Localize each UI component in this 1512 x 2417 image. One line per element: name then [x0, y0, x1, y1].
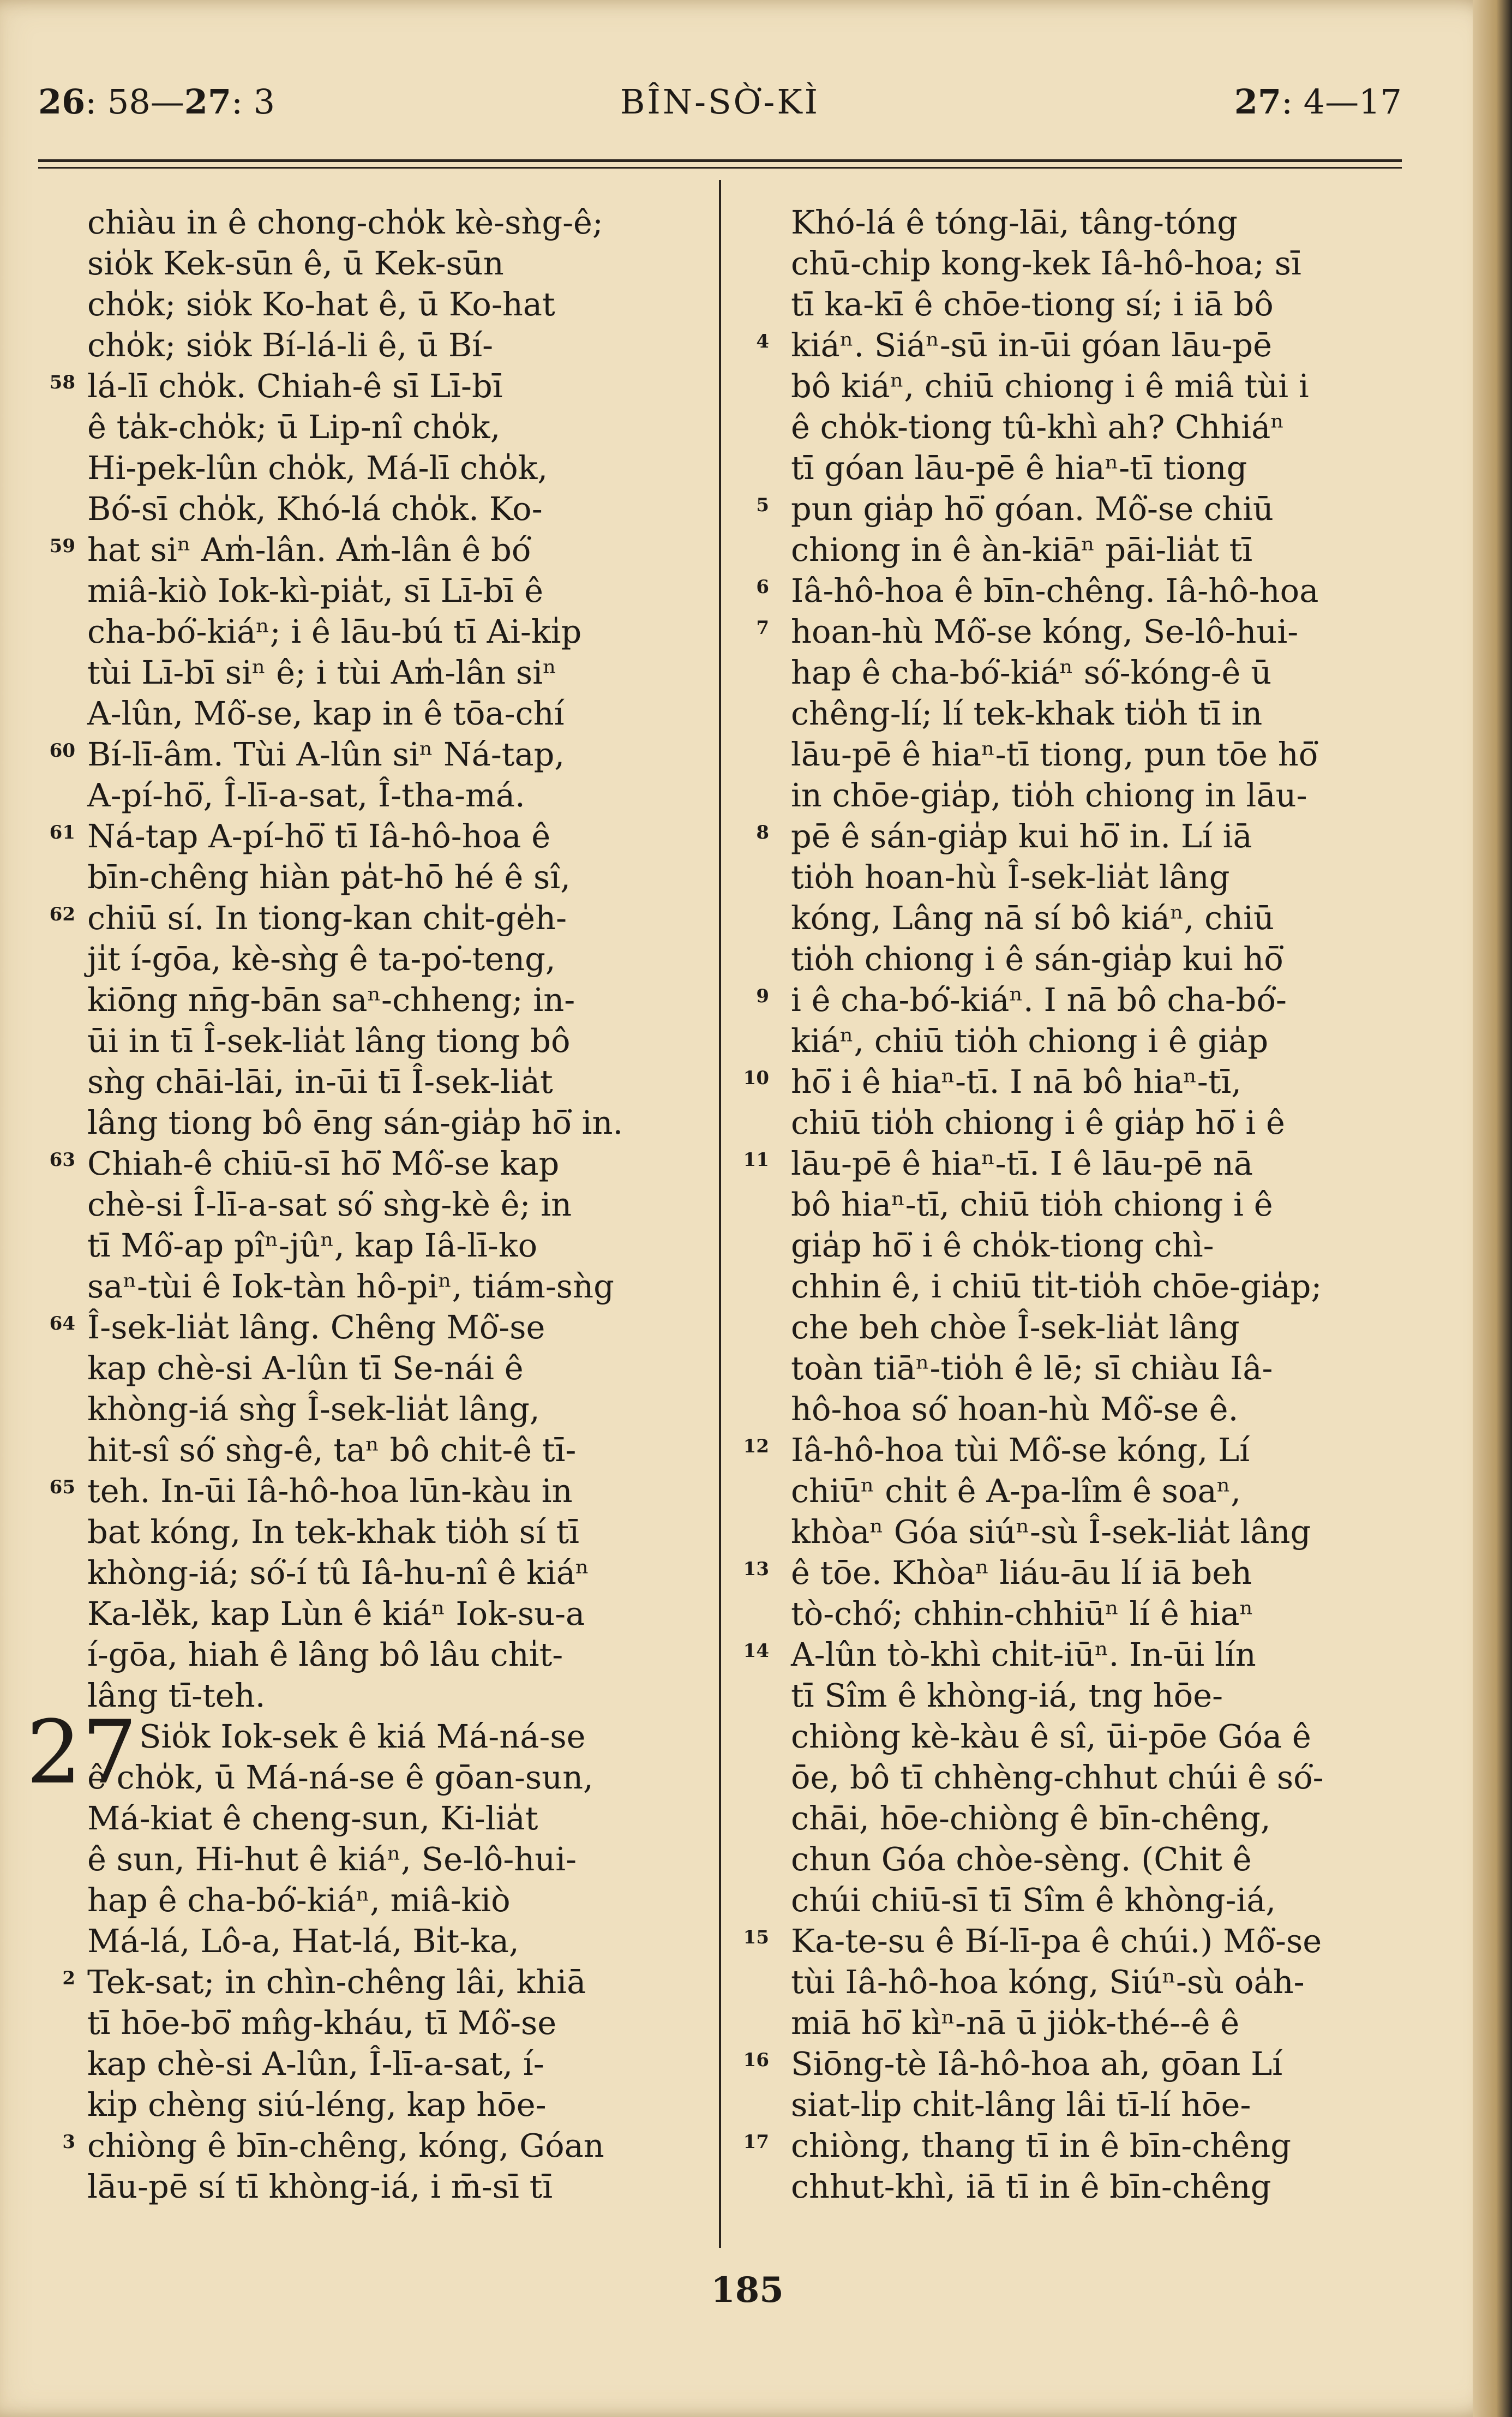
text-line	[49, 816, 698, 857]
text-line	[791, 1470, 1396, 1511]
text-line	[87, 1429, 698, 1470]
line-text: Bó͘-sī cho̍k, Khó-lá cho̍k. Ko-	[87, 490, 543, 528]
header-right-chapter: 27	[1234, 82, 1282, 122]
left-text-column	[26, 202, 698, 2207]
text-line	[791, 202, 1396, 243]
line-text: A-lûn tò-khì chi̍t-iūⁿ. In-ūi lín	[791, 1636, 1256, 1673]
line-text: tùi Lī-bī siⁿ ê; i tùi Am̍-lân siⁿ	[87, 654, 557, 691]
text-line	[87, 1798, 698, 1839]
line-text: chêng-lí; lí tek-khak tio̍h tī in	[791, 695, 1263, 732]
text-line	[87, 1675, 698, 1716]
text-line	[49, 734, 698, 775]
verse-number: 59	[49, 535, 75, 557]
line-text: siat-li̍p chi̍t-lâng lâi tī-lí hōe-	[791, 2086, 1251, 2123]
line-text: hap ê cha-bó͘-kiáⁿ, miâ-kiò	[87, 1881, 511, 1919]
line-text: ê tōe. Khòaⁿ liáu-āu lí iā beh	[791, 1554, 1252, 1592]
text-line	[87, 1921, 698, 1961]
text-line	[756, 325, 1396, 366]
verse-number: 62	[49, 904, 75, 925]
verse-number: 9	[756, 985, 769, 1007]
line-text: ūi in tī Î-sek-lia̍t lâng tiong bô	[87, 1022, 571, 1060]
line-text: Hi-pek-lûn cho̍k, Má-lī cho̍k,	[87, 449, 548, 487]
line-text: kiōng nn̄g-bān saⁿ-chheng; in-	[87, 981, 575, 1019]
text-line	[791, 775, 1396, 816]
verse-number: 61	[49, 822, 75, 843]
text-line	[756, 488, 1396, 529]
line-text: kap chè-si A-lûn tī Se-nái ê	[87, 1349, 524, 1387]
text-line	[756, 570, 1396, 611]
line-text: hat siⁿ Am̍-lân. Am̍-lân ê bó͘	[87, 531, 531, 569]
line-text: kóng, Lâng nā sí bô kiáⁿ, chiū	[791, 899, 1275, 937]
line-text: Chiah-ê chiū-sī hō͘ Mô͘-se kap	[87, 1145, 560, 1182]
verse-number: 65	[49, 1476, 75, 1498]
line-text: Ka-te-su ê Bí-lī-pa ê chúi.) Mô͘-se	[791, 1922, 1322, 1960]
line-text: Khó-lá ê tóng-lāi, tâng-tóng	[791, 204, 1238, 241]
text-line	[791, 366, 1396, 406]
verse-number: 63	[49, 1149, 75, 1171]
verse-number: 60	[49, 740, 75, 762]
running-header	[38, 82, 1402, 131]
line-text: ê cho̍k-tiong tû-khì ah? Chhiáⁿ	[791, 408, 1285, 446]
verse-number: 14	[743, 1640, 769, 1662]
text-line	[791, 529, 1396, 570]
line-text: tī Mô͘-ap pîⁿ-jûⁿ, kap Iâ-lī-ko	[87, 1227, 538, 1264]
text-line	[87, 611, 698, 652]
header-left-verse-b: : 3	[231, 82, 275, 122]
line-text: chhin ê, i chiū ti̍t-tio̍h chōe-gia̍p;	[791, 1267, 1322, 1305]
header-left-verse-a: : 58—	[85, 82, 184, 122]
line-text: tī góan lāu-pē ê hiaⁿ-tī tiong	[791, 449, 1247, 487]
text-line	[743, 1921, 1396, 1961]
line-text: cho̍k; sio̍k Bí-lá-li ê, ū Bí-	[87, 326, 494, 364]
line-text: ê cho̍k, ū Má-ná-se ê gōan-sun,	[87, 1758, 593, 1796]
line-text: chāi, hōe-chiòng ê bīn-chêng,	[791, 1799, 1271, 1837]
line-text: chiòng kè-kàu ê sî, ūi-pōe Góa ê	[791, 1718, 1311, 1755]
header-left-chapter-a: 26	[38, 82, 86, 122]
line-text: bat kóng, In tek-khak tio̍h sí tī	[87, 1513, 580, 1551]
line-text: Î-sek-lia̍t lâng. Chêng Mô͘-se	[87, 1308, 545, 1346]
text-line	[791, 1880, 1396, 1921]
header-rule	[38, 159, 1402, 162]
line-text: hō͘ i ê hiaⁿ-tī. I nā bô hiaⁿ-tī,	[791, 1063, 1242, 1100]
text-line	[87, 1634, 698, 1675]
line-text: gia̍p hō͘ i ê cho̍k-tiong chì-	[791, 1227, 1214, 1264]
text-line	[87, 284, 698, 325]
line-text: tùi Iâ-hô-hoa kóng, Siúⁿ-sù oa̍h-	[791, 1963, 1305, 2001]
text-line	[791, 1389, 1396, 1429]
line-text: chiàu in ê chong-cho̍k kè-sǹg-ê;	[87, 204, 603, 241]
line-text: chè-si Î-lī-a-sat só͘ sǹg-kè ê; in	[87, 1186, 572, 1223]
text-line	[791, 857, 1396, 898]
text-line	[87, 406, 698, 447]
text-line	[791, 1266, 1396, 1307]
text-line	[87, 775, 698, 816]
text-line	[791, 1184, 1396, 1225]
verse-number: 6	[756, 576, 769, 598]
text-line	[62, 1961, 698, 2002]
text-line	[87, 1266, 698, 1307]
text-line	[49, 1307, 698, 1348]
line-text: chúi chiū-sī tī Sîm ê khòng-iá,	[791, 1881, 1276, 1919]
line-text: chiòng ê bīn-chêng, kóng, Góan	[87, 2127, 604, 2164]
text-line	[87, 2084, 698, 2125]
line-text: sio̍k Kek-sūn ê, ū Kek-sūn	[87, 244, 504, 282]
text-line	[87, 1389, 698, 1429]
line-text: chun Góa chòe-sèng. (Chit ê	[791, 1840, 1252, 1878]
right-text-column	[743, 202, 1396, 2207]
text-line	[87, 488, 698, 529]
verse-number: 7	[756, 617, 769, 639]
text-line	[756, 816, 1396, 857]
text-line	[791, 447, 1396, 488]
text-line	[791, 1961, 1396, 2002]
line-text: tò-chó͘; chhin-chhiūⁿ lí ê hiaⁿ	[791, 1595, 1254, 1632]
text-line	[791, 1348, 1396, 1389]
line-text: lāu-pē ê hiaⁿ-tī tiong, pun tōe hō͘	[791, 735, 1318, 773]
line-text: A-pí-hō͘, Î-lī-a-sat, Î-tha-má.	[87, 776, 525, 814]
line-text: tī ka-kī ê chōe-tiong sí; i iā bô	[791, 285, 1274, 323]
text-line	[87, 1511, 698, 1552]
text-line	[791, 2084, 1396, 2125]
line-text: ōe, bô tī chhèng-chhut chúi ê só͘-	[791, 1758, 1324, 1796]
line-text: lá-lī cho̍k. Chiah-ê sī Lī-bī	[87, 367, 503, 405]
text-line	[791, 406, 1396, 447]
text-line	[87, 570, 698, 611]
line-text: Sio̍k Iok-sek ê kiá Má-ná-se	[139, 1718, 586, 1755]
verse-number: 13	[743, 1558, 769, 1580]
header-right-verse: : 4—17	[1281, 82, 1402, 122]
text-line	[87, 1839, 698, 1880]
header-right-reference	[1234, 82, 1402, 122]
text-line	[87, 2002, 698, 2043]
line-text: hap ê cha-bó͘-kiáⁿ só͘-kóng-ê ū	[791, 654, 1272, 691]
text-line	[743, 1634, 1396, 1675]
line-text: Bí-lī-âm. Tùi A-lûn siⁿ Ná-tap,	[87, 735, 565, 773]
line-text: lâng tiong bô ēng sán-gia̍p hō͘ in.	[87, 1104, 623, 1141]
text-line	[49, 898, 698, 938]
verse-number: 15	[743, 1927, 769, 1948]
text-line	[87, 243, 698, 284]
line-text: saⁿ-tùi ê Iok-tàn hô-piⁿ, tiám-sǹg	[87, 1267, 614, 1305]
line-text: khòaⁿ Góa siúⁿ-sù Î-sek-lia̍t lâng	[791, 1513, 1311, 1551]
verse-number: 11	[743, 1149, 769, 1171]
verse-number: 58	[49, 372, 75, 393]
line-text: kiáⁿ, chiū tio̍h chiong i ê gia̍p	[791, 1022, 1269, 1060]
line-text: chū-chi̍p kong-kek Iâ-hô-hoa; sī	[791, 244, 1301, 282]
text-line	[87, 652, 698, 693]
text-line	[791, 243, 1396, 284]
line-text: hô-hoa só͘ hoan-hù Mô͘-se ê.	[791, 1390, 1239, 1428]
text-line	[49, 1470, 698, 1511]
verse-number: 12	[743, 1435, 769, 1457]
page-edge	[1473, 0, 1512, 2417]
header-rule-thin	[38, 167, 1402, 169]
text-line	[791, 1716, 1396, 1757]
text-line	[791, 693, 1396, 734]
line-text: lāu-pē ê hiaⁿ-tī. I ê lāu-pē nā	[791, 1145, 1253, 1182]
text-line	[743, 1552, 1396, 1593]
line-text: kap chè-si A-lûn, Î-lī-a-sat, í-	[87, 2045, 544, 2083]
line-text: chiū tio̍h chiong i ê gia̍p hō͘ i ê	[791, 1104, 1285, 1141]
text-line	[791, 1020, 1396, 1061]
verse-number: 4	[756, 331, 769, 352]
text-line	[87, 1020, 698, 1061]
line-text: ji̍t í-gōa, kè-sǹg ê ta-po͘-teng,	[87, 940, 556, 978]
text-line	[49, 1143, 698, 1184]
verse-number: 17	[743, 2131, 769, 2153]
line-text: khòng-iá sǹg Î-sek-lia̍t lâng,	[87, 1390, 540, 1428]
line-text: Iâ-hô-hoa tùi Mô͘-se kóng, Lí	[791, 1431, 1250, 1469]
text-line	[743, 2043, 1396, 2084]
text-line	[87, 325, 698, 366]
text-line	[756, 979, 1396, 1020]
line-text: kiáⁿ. Siáⁿ-sū in-ūi góan lāu-pē	[791, 326, 1273, 364]
verse-number: 8	[756, 822, 769, 843]
text-line	[62, 2125, 698, 2166]
verse-number: 16	[743, 2049, 769, 2071]
text-line	[87, 2043, 698, 2084]
line-text: hoan-hù Mô͘-se kóng, Se-lô-hui-	[791, 613, 1299, 650]
line-text: lāu-pē sí tī khòng-iá, i m̄-sī tī	[87, 2168, 553, 2205]
line-text: chiong in ê àn-kiāⁿ pāi-lia̍t tī	[791, 531, 1253, 569]
verse-number: 64	[49, 1313, 75, 1335]
text-line	[791, 1307, 1396, 1348]
text-line	[791, 2002, 1396, 2043]
line-text: Ka-lè̍k, kap Lùn ê kiáⁿ Iok-su-a	[87, 1595, 585, 1632]
line-text: tī Sîm ê khòng-iá, tng hōe-	[791, 1677, 1223, 1714]
text-line	[791, 1511, 1396, 1552]
text-line	[87, 1880, 698, 1921]
text-line	[743, 1061, 1396, 1102]
text-line	[791, 1839, 1396, 1880]
text-line	[791, 1798, 1396, 1839]
text-line	[49, 366, 698, 406]
line-text: chiū sí. In tiong-kan chi̍t-ge̍h-	[87, 899, 567, 937]
line-text: bô kiáⁿ, chiū chiong i ê miâ tùi i	[791, 367, 1309, 405]
text-line	[87, 693, 698, 734]
text-line	[791, 1225, 1396, 1266]
text-line	[87, 1348, 698, 1389]
text-line	[87, 1757, 698, 1798]
column-divider	[719, 180, 721, 2248]
text-line	[87, 979, 698, 1020]
book-title: BÎN-SÒ͘-KÌ	[620, 82, 820, 122]
line-text: chiūⁿ chi̍t ê A-pa-lîm ê soaⁿ,	[791, 1472, 1241, 1510]
text-line	[87, 447, 698, 488]
line-text: A-lûn, Mô͘-se, kap in ê tōa-chí	[87, 695, 565, 732]
text-line	[791, 734, 1396, 775]
text-line	[791, 1593, 1396, 1634]
text-line	[743, 1429, 1396, 1470]
text-line	[87, 1552, 698, 1593]
line-text: i ê cha-bó͘-kiáⁿ. I nā bô cha-bó͘-	[791, 981, 1287, 1019]
line-text: cha-bó͘-kiáⁿ; i ê lāu-bú tī Ai-ki̍p	[87, 613, 582, 650]
line-text: che beh chòe Î-sek-lia̍t lâng	[791, 1308, 1240, 1346]
line-text: sǹg chāi-lāi, in-ūi tī Î-sek-lia̍t	[87, 1063, 553, 1100]
text-line	[87, 938, 698, 979]
line-text: in chōe-gia̍p, tio̍h chiong in lāu-	[791, 776, 1307, 814]
line-text: khòng-iá; só͘-í tû Iâ-hu-nî ê kiáⁿ	[87, 1554, 590, 1592]
text-line	[791, 898, 1396, 938]
line-text: bīn-chêng hiàn pa̍t-hō hé ê sî,	[87, 858, 571, 896]
line-text: Iâ-hô-hoa ê bīn-chêng. Iâ-hô-hoa	[791, 572, 1319, 609]
header-left-chapter-b: 27	[184, 82, 232, 122]
line-text: tī hōe-bō͘ mn̂g-kháu, tī Mô͘-se	[87, 2004, 557, 2042]
line-text: pun gia̍p hō͘ góan. Mô͘-se chiū	[791, 490, 1274, 528]
line-text: Má-lá, Lô-a, Hat-lá, Bi̍t-ka,	[87, 1922, 519, 1960]
line-text: chiòng, thang tī in ê bīn-chêng	[791, 2127, 1292, 2164]
line-text: Tek-sat; in chìn-chêng lâi, khiā	[87, 1963, 586, 2001]
text-line	[87, 857, 698, 898]
line-text: Ná-tap A-pí-hō͘ tī Iâ-hô-hoa ê	[87, 817, 551, 855]
line-text: í-gōa, hiah ê lâng bô lâu chi̍t-	[87, 1636, 563, 1673]
verse-number: 10	[743, 1067, 769, 1089]
text-line	[87, 2166, 698, 2207]
text-line	[791, 284, 1396, 325]
text-line	[87, 1061, 698, 1102]
text-line	[791, 1757, 1396, 1798]
text-line	[87, 1593, 698, 1634]
line-text: tio̍h chiong i ê sán-gia̍p kui hō͘	[791, 940, 1283, 978]
text-line	[791, 1102, 1396, 1143]
text-line	[87, 1225, 698, 1266]
chapter-number: 27	[26, 1701, 137, 1803]
line-text: ê sun, Hi-hut ê kiáⁿ, Se-lô-hui-	[87, 1840, 577, 1878]
line-text: pē ê sán-gia̍p kui hō͘ in. Lí iā	[791, 817, 1252, 855]
text-line	[791, 652, 1396, 693]
line-text: ki̍p chèng siú-léng, kap hōe-	[87, 2086, 547, 2123]
text-line	[87, 202, 698, 243]
verse-number: 5	[756, 494, 769, 516]
line-text: chhut-khì, iā tī in ê bīn-chêng	[791, 2168, 1271, 2205]
line-text: cho̍k; sio̍k Ko-hat ê, ū Ko-hat	[87, 285, 555, 323]
text-line	[791, 1675, 1396, 1716]
line-text: miā hō͘ kìⁿ-nā ū jio̍k-thé--ê ê	[791, 2004, 1240, 2042]
verse-number: 3	[62, 2131, 75, 2153]
line-text: toàn tiāⁿ-tio̍h ê lē; sī chiàu Iâ-	[791, 1349, 1273, 1387]
line-text: Siōng-tè Iâ-hô-hoa ah, gōan Lí	[791, 2045, 1283, 2083]
page-number: 185	[711, 2270, 784, 2311]
text-line	[756, 611, 1396, 652]
verse-number: 2	[62, 1967, 75, 1989]
text-line	[743, 1143, 1396, 1184]
text-line	[87, 1102, 698, 1143]
line-text: tio̍h hoan-hù Î-sek-lia̍t lâng	[791, 858, 1230, 896]
text-line	[791, 938, 1396, 979]
line-text: lâng tī-teh.	[87, 1677, 266, 1714]
line-text: Má-kiat ê cheng-sun, Ki-lia̍t	[87, 1799, 538, 1837]
text-line	[743, 2125, 1396, 2166]
line-text: hit-sî só͘ sǹg-ê, taⁿ bô chi̍t-ê tī-	[87, 1431, 577, 1469]
line-text: bô hiaⁿ-tī, chiū tio̍h chiong i ê	[791, 1186, 1273, 1223]
line-text: ê ta̍k-cho̍k; ū Lip-nî cho̍k,	[87, 408, 501, 446]
text-line	[49, 529, 698, 570]
line-text: miâ-kiò Iok-kì-pia̍t, sī Lī-bī ê	[87, 572, 544, 609]
text-line	[87, 1184, 698, 1225]
line-text: teh. In-ūi Iâ-hô-hoa lūn-kàu in	[87, 1472, 573, 1510]
text-line	[791, 2166, 1396, 2207]
